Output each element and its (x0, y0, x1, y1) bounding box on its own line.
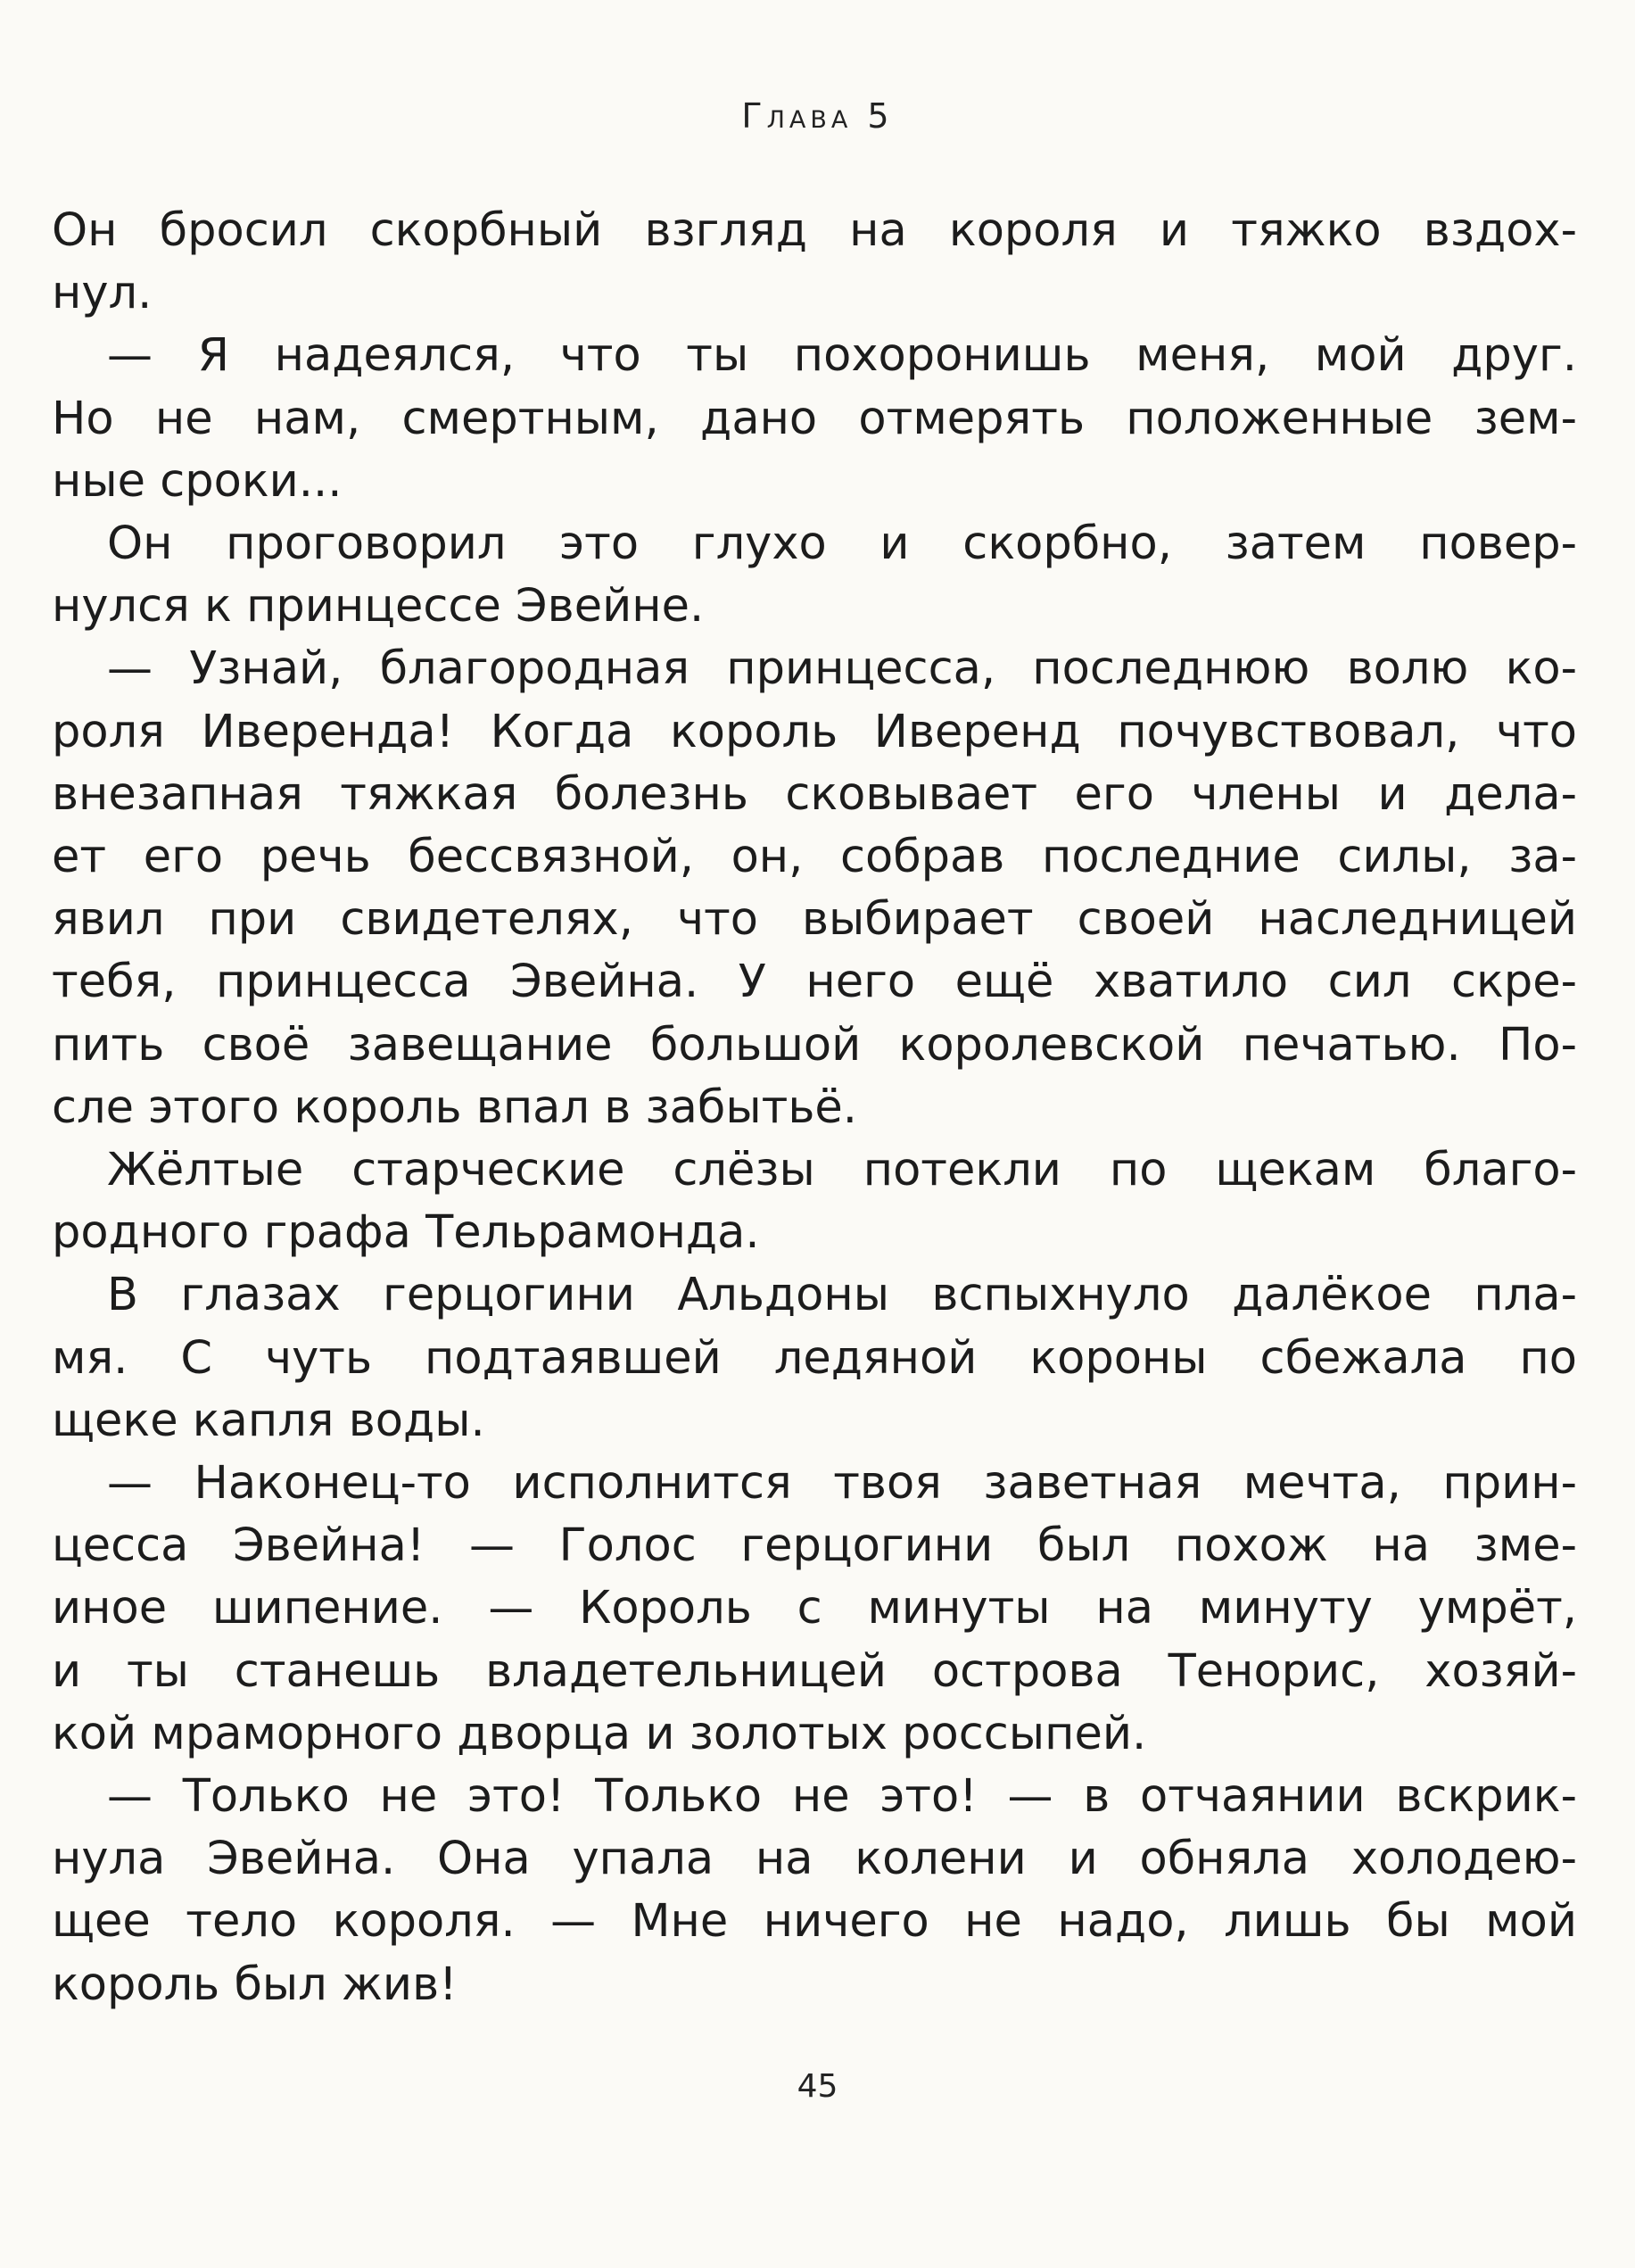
text-line: — Только не это! Только не это! — в отчаянии вскрик- (107, 1770, 1577, 1824)
text-line: нула Эвейна. Она упала на колени и обняла холодею- (52, 1833, 1577, 1886)
text-line: цесса Эвейна! — Голос герцогини был похож на зме- (52, 1519, 1577, 1573)
text-line: ет его речь бессвязной, он, собрав последние силы, за- (52, 831, 1577, 884)
text-line: В глазах герцогини Альдоны вспыхнуло далёкое пла- (107, 1269, 1577, 1322)
text-line: сле этого король впал в забытьё. (52, 1080, 857, 1134)
running-head: Глава 5 (741, 96, 894, 136)
text-line: щее тело короля. — Мне ничего не надо, лишь бы мой (52, 1895, 1577, 1949)
text-line: Он проговорил это глухо и скорбно, затем повер- (107, 517, 1577, 571)
text-line: внезапная тяжкая болезнь сковывает его члены и дела- (52, 767, 1577, 821)
text-line: кой мраморного дворца и золотых россыпей. (52, 1707, 1147, 1760)
text-line: — Я надеялся, что ты похоронишь меня, мой друг. (107, 329, 1577, 383)
text-line: Но не нам, смертным, дано отмерять положенные зем- (52, 392, 1577, 445)
body-text (52, 200, 1577, 2016)
text-line: — Наконец-то исполнится твоя заветная мечта, прин- (107, 1457, 1577, 1511)
text-line: мя. С чуть подтаявшей ледяной короны сбежала по (52, 1331, 1577, 1385)
text-line: ные сроки... (52, 454, 343, 508)
text-line: Он бросил скорбный взгляд на короля и тяжко вздох- (52, 204, 1577, 257)
text-line: щеке капля воды. (52, 1394, 485, 1447)
text-line: нулся к принцессе Эвейне. (52, 580, 705, 633)
text-line: явил при свидетелях, что выбирает своей наследницей (52, 893, 1577, 947)
text-line: пить своё завещание большой королевской печатью. По- (52, 1018, 1577, 1072)
text-line: нул. (52, 267, 153, 320)
text-line: родного графа Тельрамонда. (52, 1206, 760, 1260)
text-line: Жёлтые старческие слёзы потекли по щекам благо- (107, 1144, 1577, 1197)
text-line: и ты станешь владетельницей острова Тенорис, хозяй- (52, 1644, 1577, 1698)
text-line: король был жив! (52, 1958, 458, 2011)
text-line: роля Иверенда! Когда король Иверенд почувствовал, что (52, 705, 1577, 758)
text-line: иное шипение. — Король с минуты на минуту умрёт, (52, 1582, 1577, 1635)
text-line: — Узнай, благородная принцесса, последнюю волю ко- (107, 642, 1577, 696)
text-line: тебя, принцесса Эвейна. У него ещё хватило сил скре- (52, 956, 1577, 1009)
page-number: 45 (797, 2068, 838, 2105)
